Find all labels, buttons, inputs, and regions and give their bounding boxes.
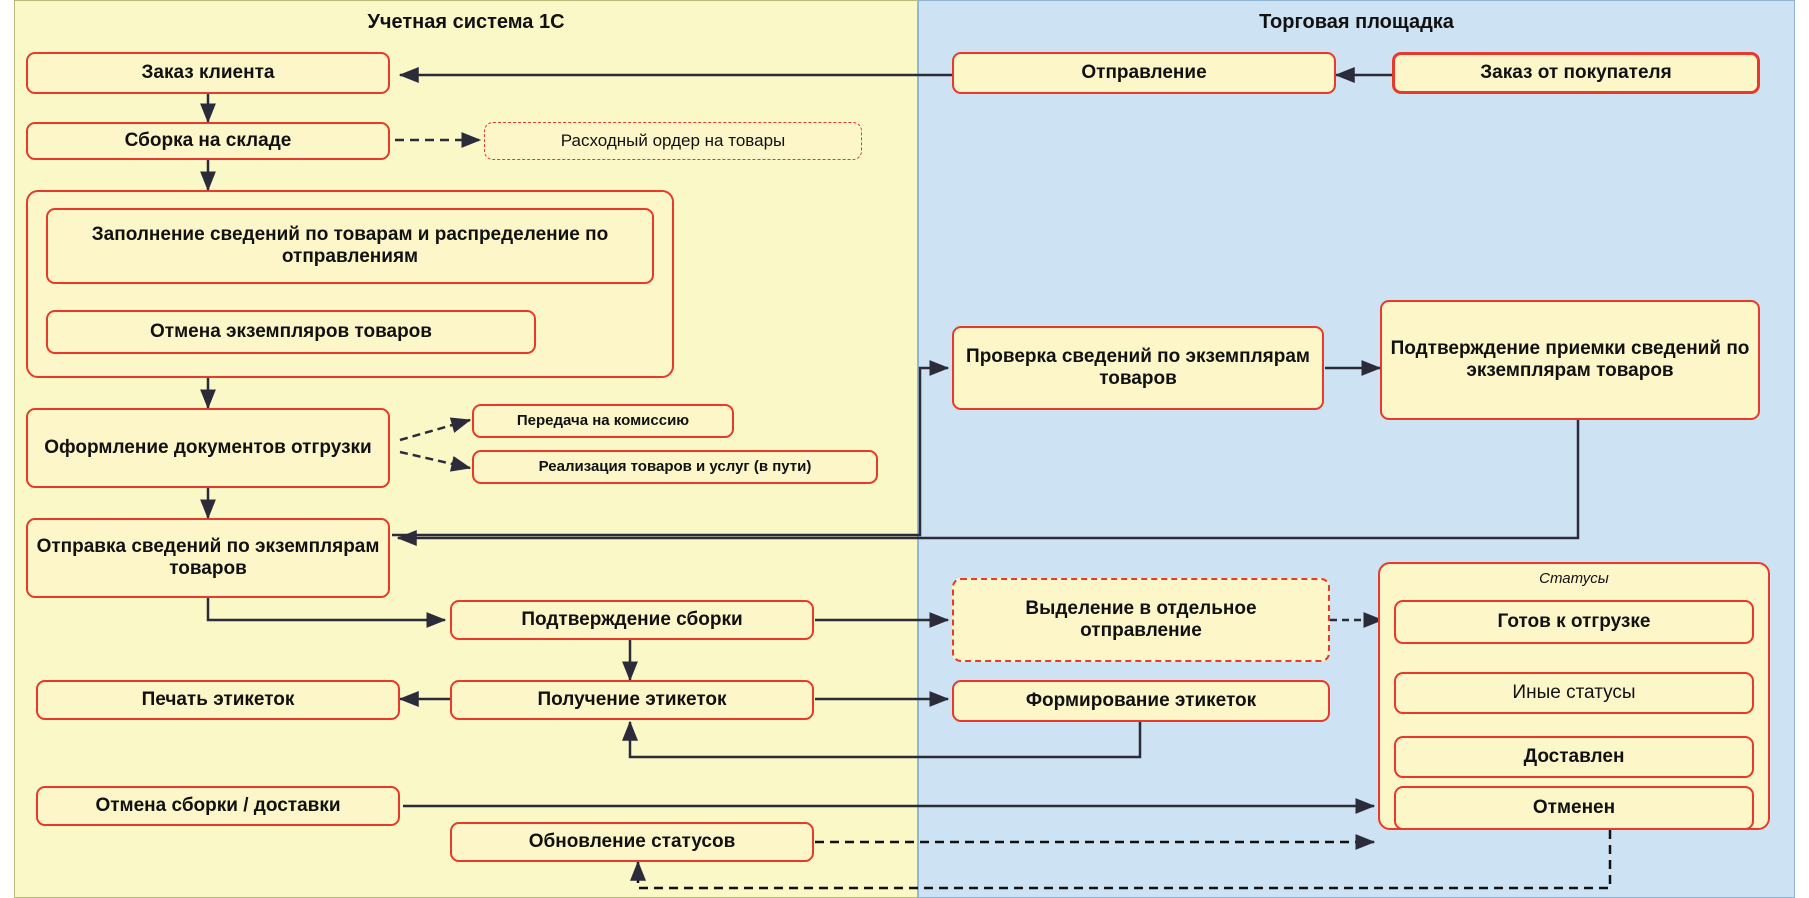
node-status-other-label: Иные статусы [1512,681,1636,703]
statuses-caption: Статусы [1539,570,1609,587]
node-shipment-label: Отправление [1081,61,1207,83]
node-expense-order[interactable] [484,122,862,160]
node-separate-shipment-label: Выделение в отдельное отправление [1025,597,1257,641]
node-cancel-assembly-delivery[interactable] [36,786,400,826]
node-fill-goods-info[interactable] [46,208,654,284]
node-assembly-confirmation-label: Подтверждение сборки [521,608,743,630]
node-cancel-assembly-delivery-label: Отмена сборки / доставки [95,794,341,816]
node-shipping-docs[interactable] [26,408,390,488]
node-sale-goods-services-label: Реализация товаров и услуг (в пути) [538,458,812,476]
node-status-delivered-label: Доставлен [1523,745,1625,767]
node-transfer-commission-label: Передача на комиссию [516,412,690,430]
node-status-cancelled-label: Отменен [1532,796,1616,818]
node-shipping-docs-label: Оформление документов отгрузки [44,436,372,458]
node-buyer-order-label: Заказ от покупателя [1480,61,1672,83]
node-separate-shipment[interactable] [952,578,1330,662]
node-client-order[interactable] [26,52,390,94]
node-warehouse-assembly[interactable] [26,122,390,160]
node-sale-goods-services[interactable] [472,450,878,484]
node-warehouse-assembly-label: Сборка на складе [124,129,292,151]
node-labels-receive[interactable] [450,680,814,720]
panel-right-title: Торговая площадка [1259,11,1454,33]
node-labels-forming-label: Формирование этикеток [1025,689,1257,711]
panel-left-title: Учетная система 1С [367,11,565,33]
node-check-items-info-label: Проверка сведений по экземплярам товаров [966,345,1310,389]
node-cancel-item-copies[interactable] [46,310,536,354]
node-send-items-info-label: Отправка сведений по экземплярам товаров [36,535,380,579]
node-labels-print-label: Печать этикеток [141,688,295,710]
node-status-ready-label: Готов к отгрузке [1497,610,1651,632]
node-fill-goods-info-label: Заполнение сведений по товарам и распределение по отправлениям [91,223,609,267]
node-check-items-info[interactable] [952,326,1324,410]
node-acceptance-confirmation[interactable] [1380,300,1760,420]
node-assembly-confirmation[interactable] [450,600,814,640]
node-labels-forming[interactable] [952,680,1330,722]
node-send-items-info[interactable] [26,518,390,598]
node-shipment[interactable] [952,52,1336,94]
node-acceptance-confirmation-label: Подтверждение приемки сведений по экземплярам товаров [1390,337,1750,381]
node-cancel-item-copies-label: Отмена экземпляров товаров [150,320,432,342]
node-expense-order-label: Расходный ордер на товары [560,130,786,150]
node-status-update[interactable] [450,822,814,862]
node-labels-print[interactable] [36,680,400,720]
node-status-ready[interactable] [1394,600,1754,644]
node-client-order-label: Заказ клиента [141,61,275,83]
node-labels-receive-label: Получение этикеток [537,688,727,710]
node-status-delivered[interactable] [1394,736,1754,778]
node-status-other[interactable] [1394,672,1754,714]
node-status-cancelled[interactable] [1394,786,1754,830]
node-transfer-commission[interactable] [472,404,734,438]
node-buyer-order[interactable] [1392,52,1760,94]
node-status-update-label: Обновление статусов [528,830,736,852]
